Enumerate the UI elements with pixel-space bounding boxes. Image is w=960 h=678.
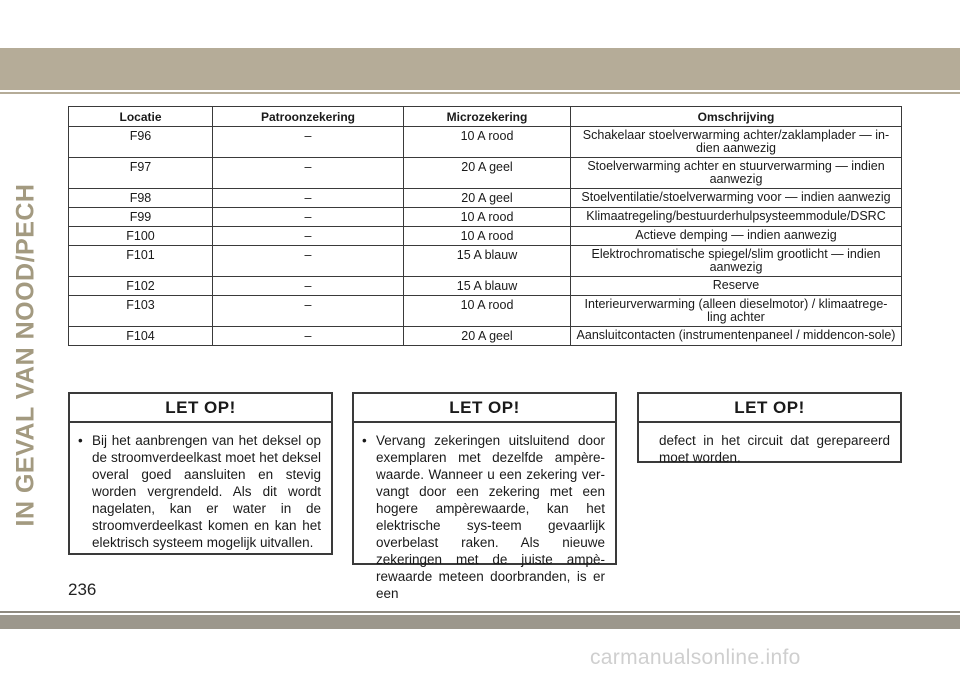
- caution-box-2: [352, 392, 617, 601]
- header-microzekering: Microzekering: [404, 107, 571, 127]
- watermark: carmanualsonline.info: [590, 646, 801, 669]
- bullet-marker: •: [78, 433, 83, 448]
- cell-patroon: –: [213, 246, 404, 277]
- cell-omschrijving: Aansluitcontacten (instrumentenpaneel / middencon-sole): [571, 327, 902, 346]
- cell-micro: 20 A geel: [404, 327, 571, 346]
- bullet-marker: •: [362, 433, 367, 448]
- fuse-table: [68, 106, 902, 346]
- header-locatie: Locatie: [69, 107, 213, 127]
- cell-omschrijving: Stoelventilatie/stoelverwarming voor — indien aanwezig: [571, 189, 902, 208]
- cell-patroon: –: [213, 127, 404, 158]
- cell-locatie: F99: [69, 208, 213, 227]
- cell-omschrijving: Elektrochromatische spiegel/slim grootlicht — indien aanwezig: [571, 246, 902, 277]
- cell-omschrijving: Stoelverwarming achter en stuurverwarming — indien aanwezig: [571, 158, 902, 189]
- cell-omschrijving: Actieve demping — indien aanwezig: [571, 227, 902, 246]
- cell-omschrijving: Interieurverwarming (alleen dieselmotor) / klimaatrege-ling achter: [571, 296, 902, 327]
- header-omschrijving: Omschrijving: [571, 107, 902, 127]
- cell-omschrijving: Klimaatregeling/bestuurderhulpsysteemmodule/DSRC: [571, 208, 902, 227]
- table-row: [69, 246, 902, 277]
- caution-bullet: [78, 432, 321, 551]
- section-side-title: IN GEVAL VAN NOOD/PECH: [11, 183, 40, 527]
- bottom-decorative-band: [0, 615, 960, 629]
- table-row: [69, 208, 902, 227]
- cell-micro: 15 A blauw: [404, 246, 571, 277]
- cell-patroon: –: [213, 277, 404, 296]
- table-row: [69, 277, 902, 296]
- top-divider: [0, 92, 960, 94]
- table-row: [69, 227, 902, 246]
- cell-micro: 10 A rood: [404, 296, 571, 327]
- cell-omschrijving: Reserve: [571, 277, 902, 296]
- caution-box-3: [637, 392, 902, 463]
- cell-locatie: F100: [69, 227, 213, 246]
- table-row: [69, 127, 902, 158]
- cell-locatie: F96: [69, 127, 213, 158]
- cell-locatie: F98: [69, 189, 213, 208]
- table-row: [69, 189, 902, 208]
- top-decorative-band: [0, 48, 960, 90]
- cell-locatie: F102: [69, 277, 213, 296]
- cell-micro: 15 A blauw: [404, 277, 571, 296]
- cell-micro: 10 A rood: [404, 208, 571, 227]
- cell-locatie: F104: [69, 327, 213, 346]
- cell-patroon: –: [213, 296, 404, 327]
- table-row: [69, 296, 902, 327]
- cell-micro: 20 A geel: [404, 189, 571, 208]
- table-header-row: [69, 107, 902, 127]
- caution-box-1: [68, 392, 333, 555]
- cell-patroon: –: [213, 327, 404, 346]
- cell-patroon: –: [213, 158, 404, 189]
- caution-title: LET OP!: [639, 394, 900, 423]
- caution-title: LET OP!: [70, 394, 331, 423]
- cell-micro: 20 A geel: [404, 158, 571, 189]
- page-number: 236: [68, 580, 97, 599]
- caution-bullet: [362, 432, 605, 602]
- caution-title: LET OP!: [354, 394, 615, 423]
- caution-text: Bij het aanbrengen van het deksel op de stroomverdeelkast moet het deksel overal goed aansluiten en stevig worden vergrendeld. Als dit wordt nagelaten, kan er water in de stroomverdeelkast komen en kan het elektrisch systeem mogelijk uitvallen.: [92, 433, 321, 550]
- cell-locatie: F97: [69, 158, 213, 189]
- cell-locatie: F101: [69, 246, 213, 277]
- cell-micro: 10 A rood: [404, 227, 571, 246]
- caution-text: defect in het circuit dat gerepareerd moet worden.: [659, 433, 890, 465]
- cell-micro: 10 A rood: [404, 127, 571, 158]
- header-patroonzekering: Patroonzekering: [213, 107, 404, 127]
- table-row: [69, 327, 902, 346]
- cell-patroon: –: [213, 227, 404, 246]
- caution-text: Vervang zekeringen uitsluitend door exemplaren met dezelfde ampère-waarde. Wanneer u een zekering ver-vangt door een zekering met een hogere ampèrewaarde, kan het elektrische sys-teem gevaarlijk overbelast raken. Als nieuwe zekeringen met de juiste ampè-rewaarde meteen doorbranden, is er een: [376, 433, 605, 601]
- cell-locatie: F103: [69, 296, 213, 327]
- cell-omschrijving: Schakelaar stoelverwarming achter/zaklamplader — in-dien aanwezig: [571, 127, 902, 158]
- table-row: [69, 158, 902, 189]
- cell-patroon: –: [213, 208, 404, 227]
- cell-patroon: –: [213, 189, 404, 208]
- bottom-divider: [0, 611, 960, 613]
